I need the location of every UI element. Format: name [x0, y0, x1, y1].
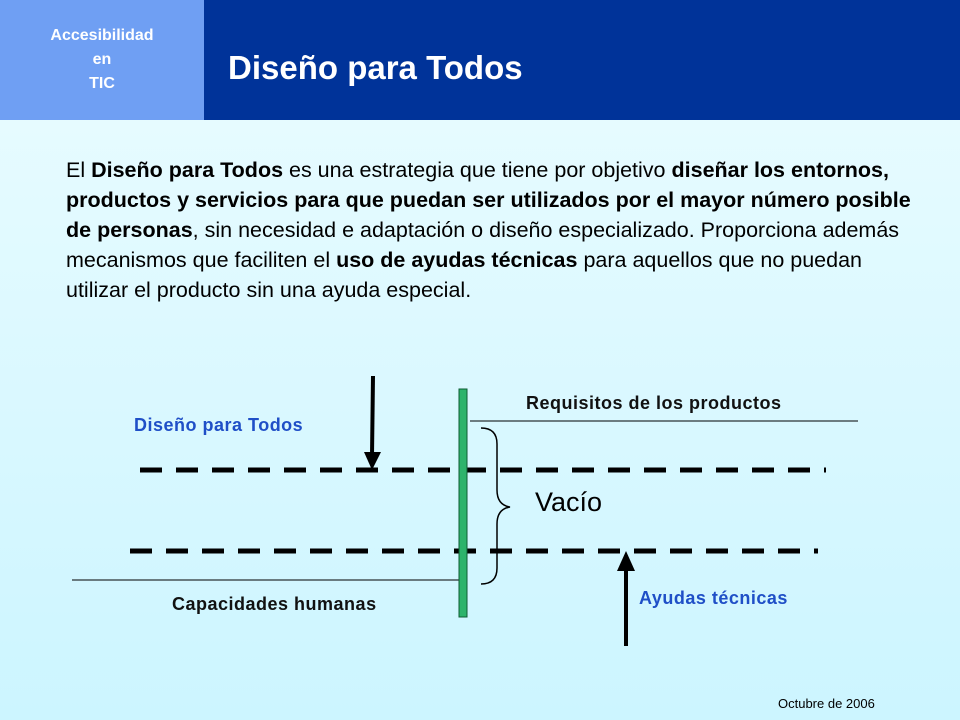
assistive-tech-label: Ayudas técnicas [639, 588, 788, 608]
bold-segment: Diseño para Todos [91, 158, 284, 182]
badge-line-1: Accesibilidad [50, 27, 154, 44]
up-arrow-icon [617, 551, 635, 646]
requirements-label: Requisitos de los productos [526, 393, 782, 413]
curly-brace-icon [481, 428, 510, 584]
gap-label: Vacío [535, 487, 603, 517]
badge-line-3: TIC [89, 75, 115, 92]
down-arrow-icon [364, 376, 381, 470]
human-capabilities-label: Capacidades humanas [172, 594, 377, 614]
badge-line-2: en [92, 51, 112, 68]
footer-date: Octubre de 2006 [778, 696, 875, 711]
green-divider-bar [459, 389, 467, 617]
text-segment: El [66, 158, 92, 182]
text-segment: para aquellos que no puedan utilizar el producto sin una ayuda especial. [66, 248, 862, 302]
bold-segment: uso de ayudas técnicas [336, 248, 578, 272]
text-segment: , sin necesidad e adaptación o diseño especializado. Proporciona además mecanismos que faciliten el [66, 218, 900, 272]
bold-segment: diseñar los entornos, productos y servicios para que puedan ser utilizados por el mayor número posible de personas [66, 158, 911, 242]
text-segment: es una estrategia que tiene por objetivo [283, 158, 672, 182]
design-for-all-label: Diseño para Todos [134, 415, 304, 435]
page-title: Diseño para Todos [228, 49, 523, 86]
